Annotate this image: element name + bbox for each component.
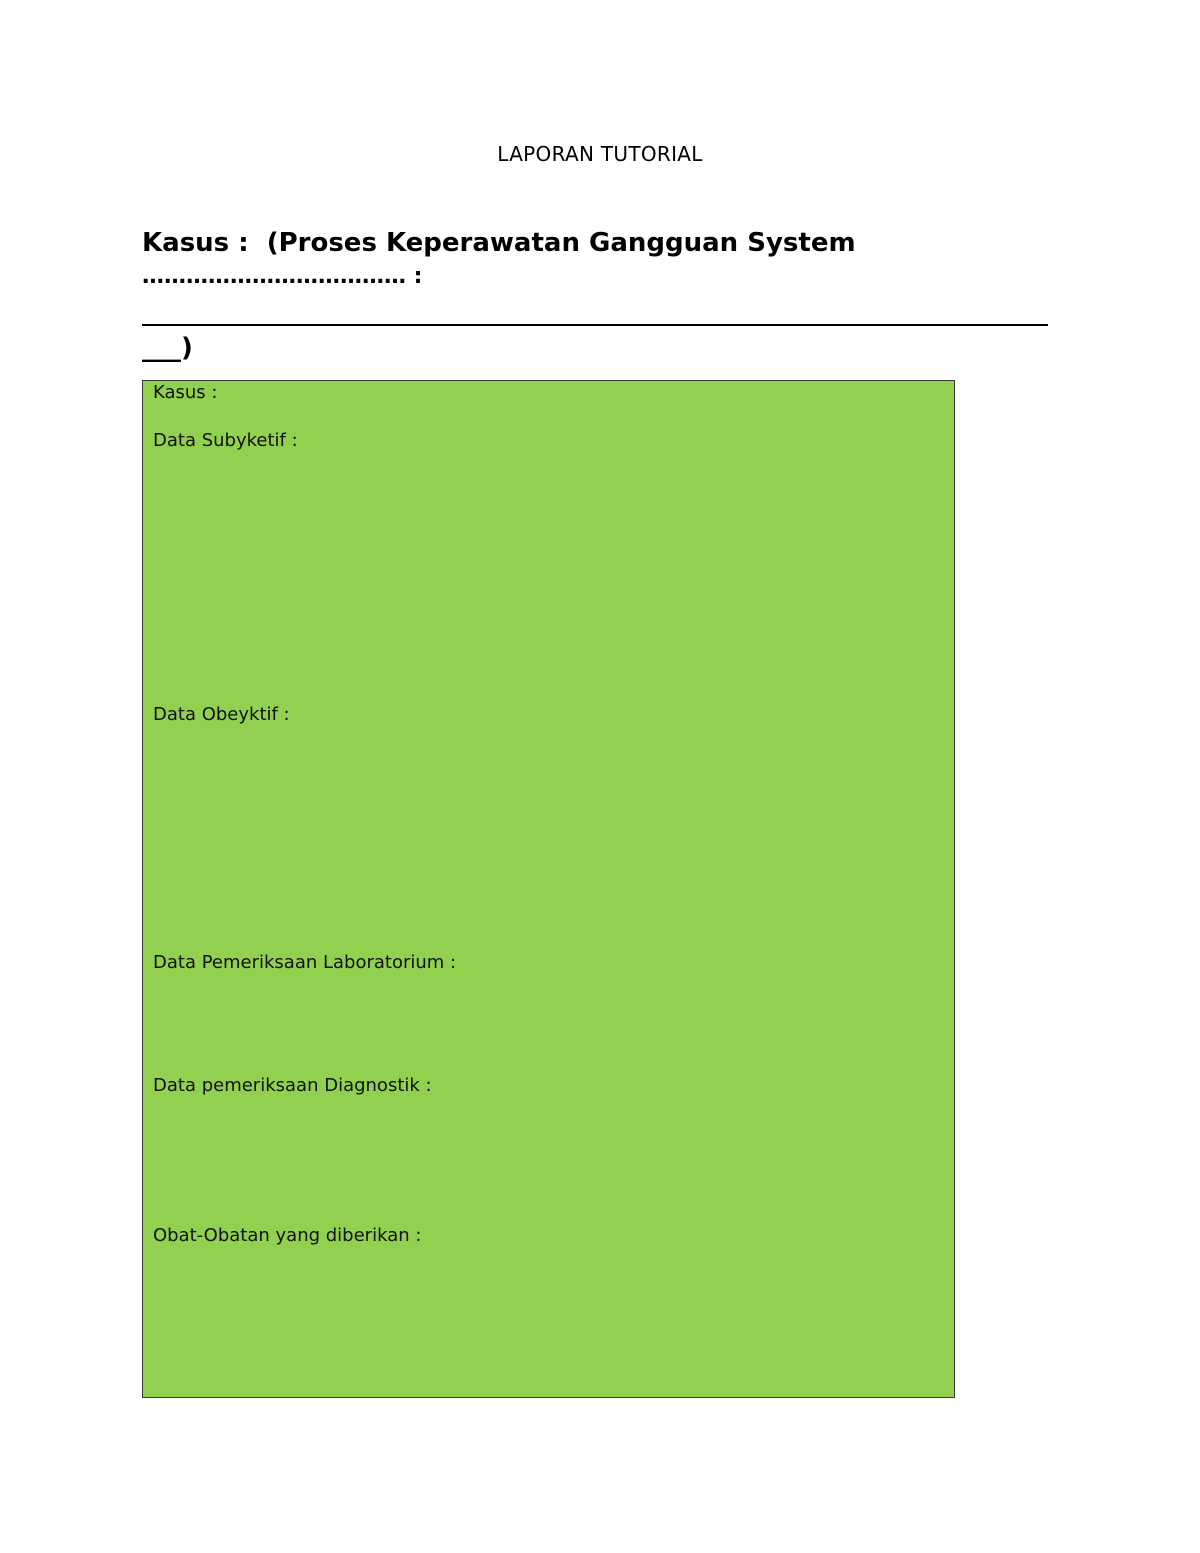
label-data-obyektif: Data Obeyktif : <box>153 704 290 725</box>
case-data-box <box>142 380 955 1398</box>
case-heading-line-3: ___) <box>142 333 193 363</box>
case-heading-line-1: Kasus : (Proses Keperawatan Gangguan System <box>142 228 856 258</box>
heading-underline-rule <box>142 324 1048 326</box>
label-obat-obatan: Obat-Obatan yang diberikan : <box>153 1225 422 1246</box>
label-data-laboratorium: Data Pemeriksaan Laboratorium : <box>153 952 457 973</box>
case-heading-line-2: ……………………………… : <box>142 264 423 289</box>
page-title: LAPORAN TUTORIAL <box>497 142 703 166</box>
label-data-diagnostik: Data pemeriksaan Diagnostik : <box>153 1075 432 1096</box>
label-kasus: Kasus : <box>153 382 218 403</box>
label-data-subyektif: Data Subyketif : <box>153 430 298 451</box>
